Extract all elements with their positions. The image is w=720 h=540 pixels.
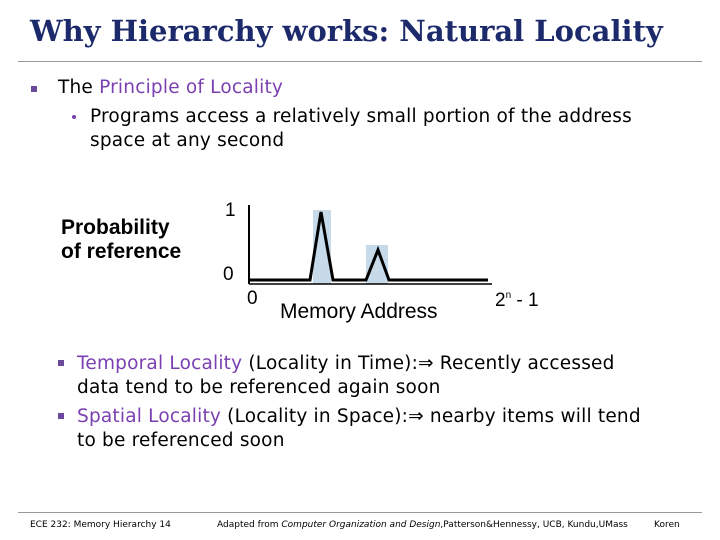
spatial-desc: (Locality in Space):⇒ nearby items will tend bbox=[221, 406, 641, 427]
spatial-line-2: to be referenced soon bbox=[77, 430, 285, 451]
x-axis-zero: 0 bbox=[247, 288, 258, 309]
y-axis-zero: 0 bbox=[223, 264, 234, 285]
principle-prefix: The bbox=[58, 77, 100, 98]
footer-credit bbox=[217, 520, 628, 530]
footer-author: Koren bbox=[654, 520, 680, 530]
credit-book: Computer Organization and Design bbox=[281, 520, 441, 530]
temporal-desc: (Locality in Time):⇒ Recently accessed bbox=[242, 353, 615, 374]
y-axis-one: 1 bbox=[225, 200, 236, 221]
programs-line-2: space at any second bbox=[90, 130, 285, 151]
ylabel-line-1: Probability bbox=[61, 216, 170, 239]
temporal-line-1 bbox=[77, 352, 615, 376]
principle-term: Principle of Locality bbox=[99, 77, 284, 98]
temporal-line-2: data tend to be referenced again soon bbox=[77, 377, 441, 398]
bullet-square bbox=[58, 360, 64, 366]
credit-rest: ,Patterson&Hennessy, UCB, Kundu,UMass bbox=[440, 520, 628, 530]
spatial-line-1 bbox=[77, 405, 641, 429]
footer-course: ECE 232: Memory Hierarchy 14 bbox=[30, 520, 171, 530]
spatial-term: Spatial Locality bbox=[77, 406, 222, 427]
ylabel-line-2: of reference bbox=[61, 240, 182, 263]
programs-line-1: Programs access a relatively small portion of the address bbox=[90, 106, 632, 127]
footer-divider bbox=[18, 512, 702, 513]
x-end-exp: n bbox=[505, 290, 512, 301]
credit-prefix: Adapted from bbox=[217, 520, 282, 530]
slide-title: Why Hierarchy works: Natural Locality bbox=[30, 14, 663, 48]
x-axis-label: Memory Address bbox=[280, 300, 438, 323]
x-end-rest: - 1 bbox=[511, 290, 539, 311]
x-end-base: 2 bbox=[495, 290, 506, 311]
temporal-term: Temporal Locality bbox=[77, 353, 243, 374]
bullet-square bbox=[58, 413, 64, 419]
